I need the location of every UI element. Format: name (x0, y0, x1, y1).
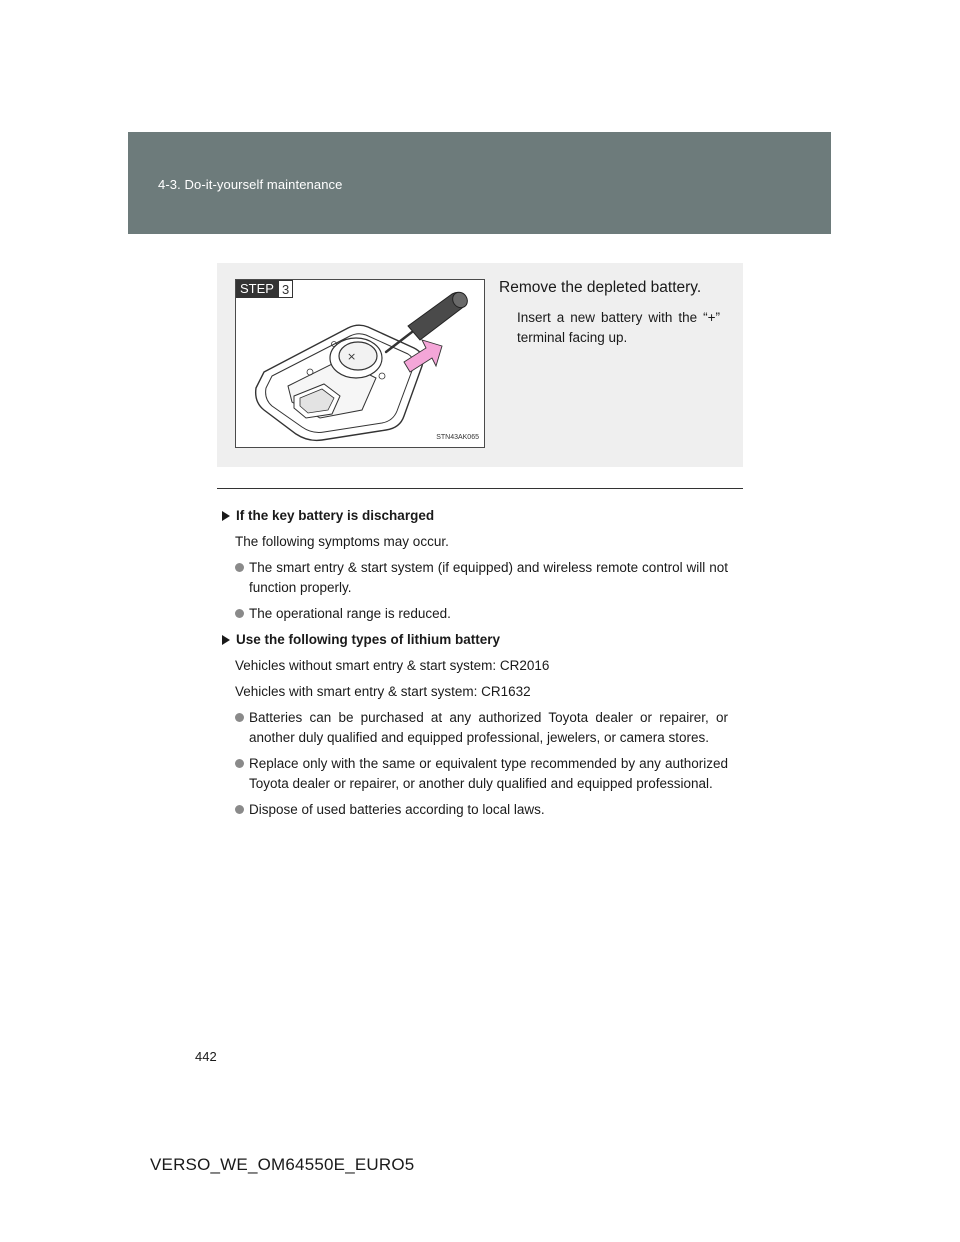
note-bullet-text: The smart entry & start system (if equipped) and wireless remote control will not function properly. (249, 560, 728, 595)
key-battery-illustration (235, 279, 485, 448)
svg-text:×: × (347, 350, 357, 363)
triangle-bullet-icon (222, 635, 230, 645)
step-label: STEP (236, 280, 278, 298)
notes-content (222, 506, 728, 826)
page-number: 442 (195, 1049, 217, 1064)
note-bullet (235, 708, 728, 748)
note-bullet-text: Batteries can be purchased at any authorized Toyota dealer or repairer, or another duly qualified and equipped professional, jewelers, or camera stores. (249, 710, 728, 745)
section-header (128, 132, 831, 234)
document-footer: VERSO_WE_OM64550E_EURO5 (150, 1155, 415, 1174)
note-heading-text: Use the following types of lithium battery (236, 632, 501, 647)
step-box (217, 263, 743, 467)
step-instruction: Remove the depleted battery. (499, 279, 702, 296)
step-number: 3 (278, 280, 293, 298)
note-paragraph: Vehicles without smart entry & start system: CR2016 (235, 658, 550, 673)
dot-bullet-icon (235, 609, 244, 618)
note-bullet-text: The operational range is reduced. (249, 606, 451, 621)
step-subinstruction: Insert a new battery with the “+” terminal facing up. (517, 310, 720, 345)
dot-bullet-icon (235, 759, 244, 768)
note-bullet (235, 558, 728, 598)
note-bullet (235, 800, 728, 820)
section-divider (217, 488, 743, 489)
section-title: 4-3. Do-it-yourself maintenance (158, 177, 343, 192)
note-paragraph: The following symptoms may occur. (235, 534, 449, 549)
note-heading-text: If the key battery is discharged (236, 508, 435, 523)
triangle-bullet-icon (222, 511, 230, 521)
dot-bullet-icon (235, 563, 244, 572)
dot-bullet-icon (235, 713, 244, 722)
note-bullet (235, 754, 728, 794)
key-fob-drawing (236, 280, 484, 447)
note-heading (222, 630, 728, 650)
note-bullet-text: Replace only with the same or equivalent type recommended by any authorized Toyota dealer or repairer, or another duly qualified and equipped professional. (249, 756, 728, 791)
figure-code: STN43AK065 (436, 434, 479, 441)
note-bullet-text: Dispose of used batteries according to local laws. (249, 802, 545, 817)
note-heading (222, 506, 728, 526)
note-bullet (235, 604, 728, 624)
dot-bullet-icon (235, 805, 244, 814)
step-badge (236, 280, 293, 298)
note-paragraph: Vehicles with smart entry & start system: CR1632 (235, 684, 531, 699)
